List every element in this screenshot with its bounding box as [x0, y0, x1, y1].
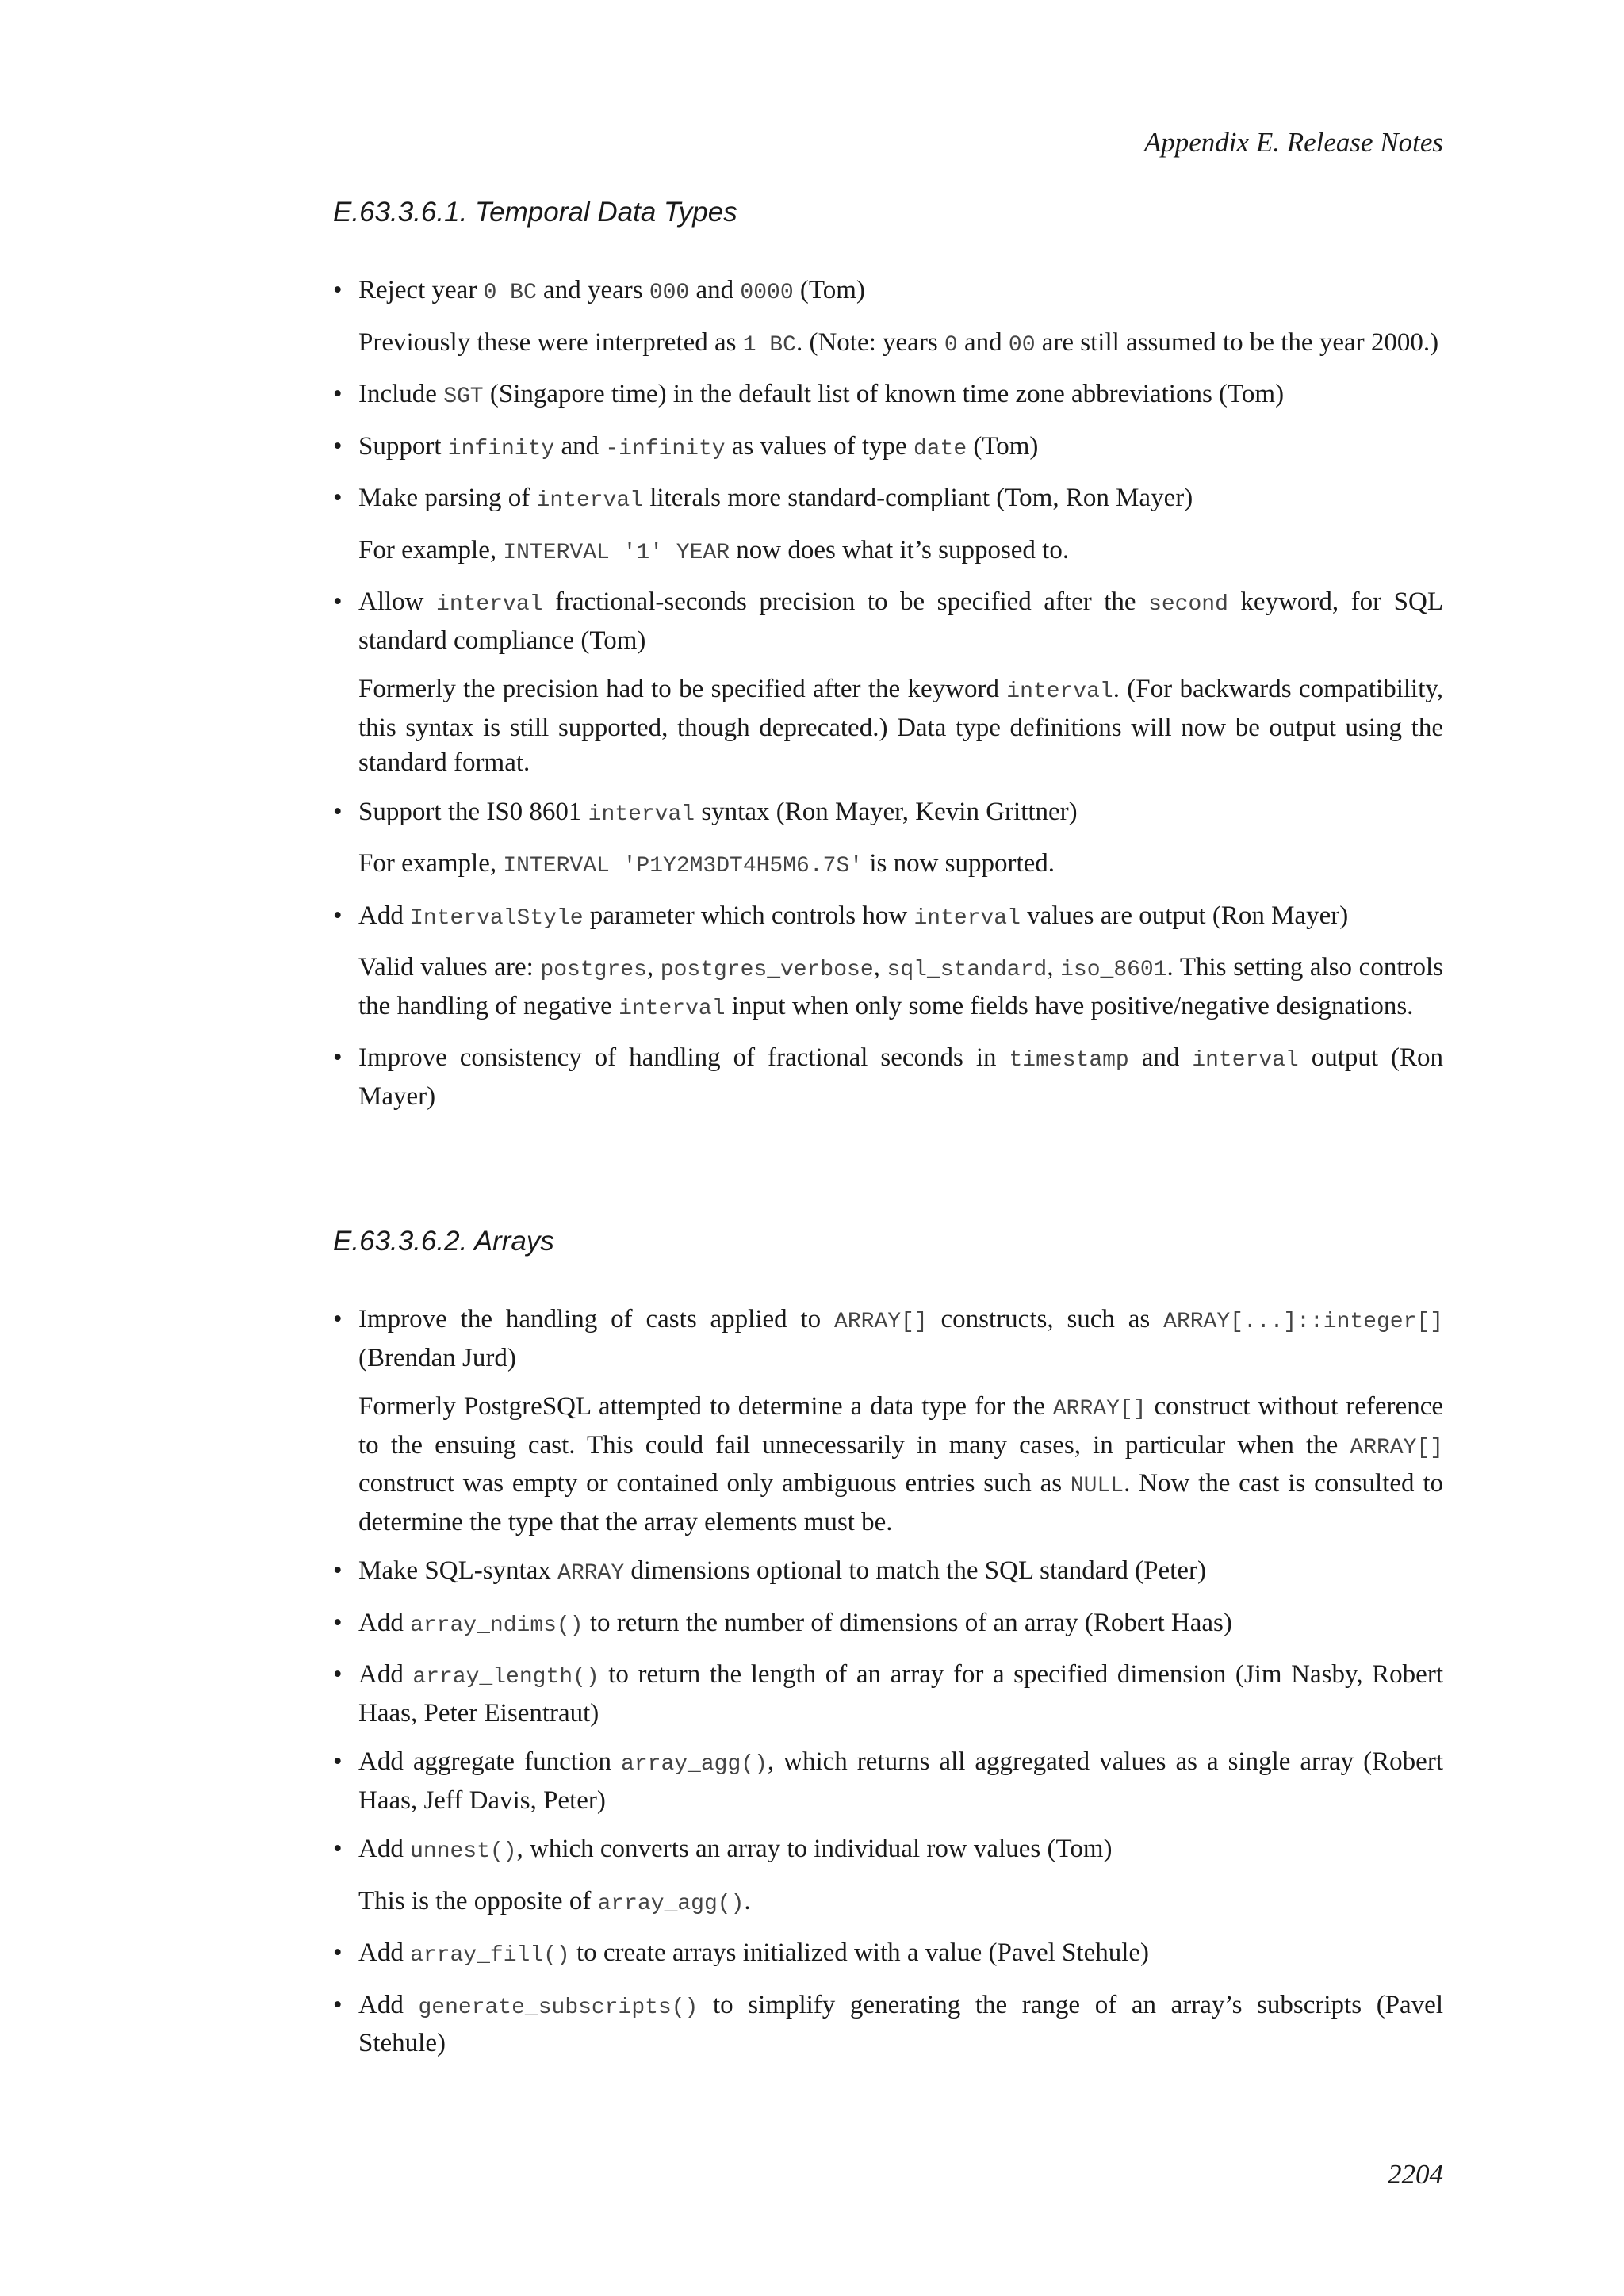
text-run: ,	[1047, 953, 1061, 982]
code-literal: interval	[1006, 679, 1113, 704]
code-literal: array_ndims()	[410, 1613, 584, 1638]
code-literal: 00	[1008, 332, 1036, 358]
text-run: (Tom)	[967, 431, 1039, 461]
text-run: parameter which controls how	[583, 901, 914, 930]
code-literal: NULL	[1070, 1474, 1124, 1498]
text-run: For example,	[358, 535, 504, 564]
text-run: .	[744, 1886, 751, 1915]
list-item	[358, 794, 1443, 885]
item-text	[358, 1988, 1443, 2061]
item-detail	[358, 1389, 1443, 1540]
code-literal: sql_standard	[887, 958, 1048, 982]
code-literal: interval	[536, 488, 643, 513]
code-literal: postgres_verbose	[660, 958, 874, 982]
code-literal: infinity	[447, 436, 555, 461]
item-text	[358, 1935, 1443, 1974]
list-item	[358, 1553, 1443, 1592]
list-item	[358, 1605, 1443, 1644]
text-run: to return the length of an array for a specified dimension (Jim Nasby, Robert Haas, Peter Eisentraut)	[358, 1660, 1443, 1728]
text-run: . This setting also controls the handling of negative	[358, 953, 1444, 1020]
item-detail	[358, 950, 1443, 1027]
code-literal: interval	[914, 905, 1021, 931]
text-run: Add	[358, 1608, 411, 1637]
code-literal: array_fill()	[410, 1943, 570, 1968]
item-text	[358, 1831, 1443, 1870]
text-run: Previously these were interpreted as	[358, 327, 743, 357]
text-run: (Brendan Jurd)	[358, 1343, 516, 1372]
list-item	[358, 377, 1443, 415]
text-run: Improve consistency of handling of fractional seconds in	[358, 1043, 1009, 1072]
text-run: construct was empty or contained only ambiguous entries such as	[358, 1469, 1071, 1498]
text-run: , which converts an array to individual row values (Tom)	[516, 1835, 1113, 1863]
text-run: For example,	[358, 849, 504, 878]
text-run: Add	[358, 1660, 413, 1689]
temporal-items-list	[358, 273, 1443, 1127]
code-literal: interval	[588, 802, 695, 827]
item-detail	[358, 1884, 1443, 1923]
code-literal: ARRAY	[557, 1561, 625, 1586]
item-text	[358, 794, 1443, 833]
text-run: now does what it’s supposed to.	[730, 535, 1070, 564]
text-run: and	[689, 276, 741, 304]
list-item	[358, 429, 1443, 468]
text-run: literals more standard-compliant (Tom, Ron Mayer)	[642, 484, 1193, 512]
text-run: and	[1128, 1043, 1193, 1072]
text-run: is now supported.	[863, 849, 1055, 878]
text-run: and	[554, 431, 606, 461]
code-literal: IntervalStyle	[410, 905, 584, 931]
text-run: Support	[358, 431, 448, 461]
text-run: . (Note: years	[795, 327, 944, 357]
text-run: Valid values are:	[358, 953, 541, 982]
code-literal: generate_subscripts()	[418, 1995, 699, 2020]
list-item	[358, 480, 1443, 571]
code-literal: iso_8601	[1060, 958, 1167, 982]
item-detail	[358, 325, 1443, 364]
item-text	[358, 1744, 1443, 1818]
text-run: Add	[358, 1990, 419, 2019]
text-run: input when only some fields have positive/negative designations.	[725, 991, 1414, 1020]
text-run: Improve the handling of casts applied to	[358, 1305, 835, 1334]
code-literal: array_agg()	[621, 1752, 768, 1777]
text-run: Add	[358, 901, 411, 930]
code-literal: second	[1148, 592, 1228, 617]
item-detail	[358, 672, 1443, 781]
text-run: and	[957, 327, 1009, 357]
text-run: Support the IS0 8601	[358, 797, 588, 826]
code-literal: array_length()	[412, 1665, 599, 1689]
text-run: ,	[873, 953, 887, 982]
text-run: to return the number of dimensions of an array (Robert Haas)	[583, 1608, 1232, 1637]
text-run: This is the opposite of	[358, 1886, 598, 1915]
text-run: to create arrays initialized with a value (Pavel Stehule)	[569, 1938, 1150, 1967]
text-run: Make SQL-syntax	[358, 1556, 558, 1585]
code-literal: array_agg()	[597, 1891, 745, 1916]
list-item	[358, 1988, 1443, 2061]
list-item	[358, 898, 1443, 1027]
text-run: construct without reference to the ensuing cast. This could fail unnecessarily in many cases, in particular when the	[358, 1392, 1443, 1460]
code-literal: 1 BC	[742, 332, 796, 358]
item-text	[358, 1605, 1443, 1644]
code-literal: INTERVAL '1' YEAR	[503, 540, 730, 565]
code-literal: interval	[619, 996, 726, 1021]
text-run: and years	[536, 276, 649, 304]
code-literal: interval	[436, 592, 543, 617]
text-run: syntax (Ron Mayer, Kevin Grittner)	[695, 797, 1078, 826]
item-text	[358, 480, 1443, 519]
code-literal: ARRAY[...]::integer[]	[1163, 1310, 1443, 1334]
text-run: Add	[358, 1835, 411, 1863]
code-literal: 0	[944, 332, 958, 358]
item-text	[358, 429, 1443, 468]
list-item	[358, 584, 1443, 781]
list-item	[358, 1040, 1443, 1114]
list-item	[358, 1831, 1443, 1922]
text-run: are still assumed to be the year 2000.)	[1035, 327, 1439, 357]
code-literal: 0 BC	[483, 281, 537, 305]
item-text	[358, 584, 1443, 658]
text-run: dimensions optional to match the SQL standard (Peter)	[624, 1556, 1206, 1585]
item-detail	[358, 533, 1443, 572]
item-text	[358, 1553, 1443, 1592]
item-text	[358, 377, 1443, 415]
text-run: Add aggregate function	[358, 1747, 622, 1776]
text-run: Reject year	[358, 276, 484, 304]
code-literal: ARRAY[]	[834, 1310, 928, 1334]
list-item	[358, 273, 1443, 363]
code-literal: postgres	[540, 958, 647, 982]
text-run: (Singapore time) in the default list of known time zone abbreviations (Tom)	[483, 380, 1285, 408]
text-run: output (Ron Mayer)	[358, 1043, 1443, 1111]
code-literal: 0000	[740, 281, 794, 305]
arrays-items-list	[358, 1302, 1443, 2075]
text-run: ,	[646, 953, 661, 982]
text-run: Formerly the precision had to be specified after the keyword	[358, 675, 1007, 703]
code-literal: unnest()	[410, 1839, 517, 1864]
section-title-arrays: E.63.3.6.2. Arrays	[333, 1226, 554, 1257]
code-literal: SGT	[443, 385, 484, 409]
text-run: Add	[358, 1938, 411, 1967]
text-run: values are output (Ron Mayer)	[1020, 901, 1349, 930]
list-item	[358, 1302, 1443, 1540]
item-text	[358, 898, 1443, 937]
code-literal: ARRAY[]	[1350, 1435, 1443, 1460]
text-run: constructs, such as	[927, 1305, 1164, 1334]
code-literal: interval	[1192, 1048, 1299, 1073]
list-item	[358, 1657, 1443, 1731]
list-item	[358, 1744, 1443, 1818]
text-run: Formerly PostgreSQL attempted to determine a data type for the	[358, 1392, 1053, 1421]
item-text	[358, 1302, 1443, 1376]
text-run: as values of type	[725, 431, 914, 461]
text-run: , which returns all aggregated values as a single array (Robert Haas, Jeff Davis, Peter)	[358, 1747, 1443, 1815]
text-run: Include	[358, 380, 444, 408]
section-title-temporal: E.63.3.6.1. Temporal Data Types	[333, 197, 737, 228]
item-text	[358, 1040, 1443, 1114]
code-literal: ARRAY[]	[1052, 1397, 1147, 1422]
code-literal: date	[913, 436, 967, 461]
text-run: to simplify generating the range of an array’s subscripts (Pavel Stehule)	[358, 1990, 1443, 2057]
item-text	[358, 273, 1443, 312]
text-run: Allow	[358, 587, 437, 616]
item-text	[358, 1657, 1443, 1731]
list-item	[358, 1935, 1443, 1974]
running-header: Appendix E. Release Notes	[1143, 127, 1443, 158]
code-literal: timestamp	[1009, 1048, 1129, 1073]
text-run: fractional-seconds precision to be specified after the	[542, 587, 1149, 616]
text-run: . Now the cast is consulted to determine the type that the array elements must be.	[358, 1469, 1443, 1536]
code-literal: INTERVAL 'P1Y2M3DT4H5M6.7S'	[503, 854, 864, 878]
item-detail	[358, 846, 1443, 885]
code-literal: 000	[649, 281, 690, 305]
text-run: keyword, for SQL standard compliance (Tom)	[358, 587, 1443, 655]
text-run: . (For backwards compatibility, this syntax is still supported, though deprecated.) Data type definitions will now be output using the standard format.	[358, 675, 1444, 777]
code-literal: -infinity	[605, 436, 726, 461]
page-number: 2204	[1388, 2159, 1443, 2190]
text-run: (Tom)	[793, 276, 865, 304]
text-run: Make parsing of	[358, 484, 537, 512]
